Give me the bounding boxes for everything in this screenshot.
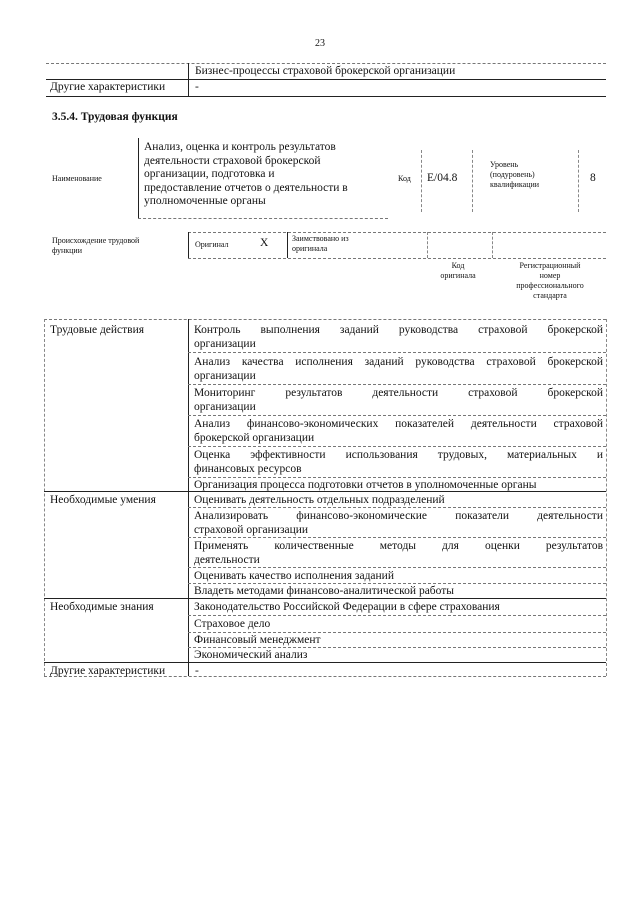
reg-number-caption-line: номер: [539, 271, 561, 280]
list-item-line: Оценивать деятельность отдельных подразделений: [194, 494, 445, 506]
code-cell-border: [421, 150, 422, 212]
list-item: [194, 417, 603, 445]
row-separator: [188, 537, 606, 538]
original-mark: X: [260, 237, 269, 249]
origin-line: [188, 232, 606, 233]
code-value: E/04.8: [427, 172, 458, 184]
origin-label-line: Происхождение трудовой: [52, 236, 140, 245]
origin-line: [188, 258, 606, 259]
main-table-divider: [188, 319, 189, 676]
name-value-line: организации, подготовка и: [144, 168, 275, 180]
code-original-caption: [428, 261, 488, 281]
list-item-line: Владеть методами финансово-аналитической работы: [194, 585, 455, 597]
list-item: [194, 633, 603, 647]
main-table-top-border: [44, 319, 606, 320]
origin-divider: [188, 232, 189, 258]
main-table-left-border: [44, 319, 45, 676]
row-separator: [188, 507, 606, 508]
list-item: [194, 617, 603, 631]
level-label-line: (подуровень): [490, 170, 535, 179]
top-table-line: [46, 79, 606, 80]
list-item-line: Мониторинг результатов деятельности страховой брокерской: [194, 387, 603, 399]
list-item-line: Оценка эффективности использования трудовых, материальных и: [194, 449, 603, 461]
list-item-line: Законодательство Российской Федерации в сфере страхования: [194, 601, 500, 613]
list-item: [194, 493, 603, 507]
list-item-line: деятельности: [194, 554, 260, 566]
row-separator: [188, 567, 606, 568]
level-label-line: квалификации: [490, 180, 540, 189]
other-value: -: [195, 665, 199, 677]
origin-divider: [492, 232, 493, 258]
top-other-label: Другие характеристики: [50, 81, 166, 93]
name-cell-border: [138, 218, 388, 219]
top-table-line: [46, 63, 606, 64]
list-item: [194, 569, 603, 583]
section-heading: 3.5.4. Трудовая функция: [52, 111, 178, 123]
row-separator: [188, 446, 606, 447]
borrowed-label-line: Заимствовано из: [292, 234, 349, 243]
list-item-line: организации: [194, 370, 256, 382]
list-item: [194, 600, 603, 614]
original-label: Оригинал: [195, 240, 229, 249]
reg-number-caption-line: профессионального: [516, 281, 584, 290]
origin-divider: [287, 232, 288, 258]
borrowed-label: [292, 234, 349, 254]
name-value-line: уполномоченные органы: [144, 195, 266, 207]
name-cell-border: [138, 138, 139, 218]
borrowed-label-line: оригинала: [292, 244, 328, 253]
name-label: Наименование: [52, 174, 102, 183]
list-item: [194, 323, 603, 351]
code-original-caption-line: оригинала: [440, 271, 476, 280]
name-value: [144, 141, 384, 209]
list-item-line: организации: [194, 338, 256, 350]
knowledge-label: Необходимые знания: [50, 601, 154, 613]
section-separator: [44, 662, 606, 663]
level-value: 8: [590, 172, 596, 184]
page-number: 23: [315, 38, 325, 49]
top-table-line: [46, 96, 606, 97]
list-item: [194, 448, 603, 476]
row-separator: [188, 415, 606, 416]
list-item-line: Применять количественные методы для оценки результатов: [194, 540, 603, 552]
list-item-line: финансовых ресурсов: [194, 463, 302, 475]
level-label: [490, 160, 539, 190]
list-item-line: Анализировать финансово-экономические показатели деятельности: [194, 510, 603, 522]
list-item: [194, 584, 603, 598]
list-item: [194, 478, 603, 492]
list-item-line: организации: [194, 401, 256, 413]
top-table-value: Бизнес-процессы страховой брокерской организации: [195, 65, 456, 77]
list-item-line: Оценивать качество исполнения заданий: [194, 570, 394, 582]
list-item-line: Контроль выполнения заданий руководства страховой брокерской: [194, 324, 603, 336]
list-item-line: Анализ финансово-экономических показателей деятельности страховой: [194, 418, 603, 430]
list-item-line: Финансовый менеджмент: [194, 634, 321, 646]
row-separator: [188, 384, 606, 385]
other-label: Другие характеристики: [50, 665, 166, 677]
list-item-line: Организация процесса подготовки отчетов в уполномоченные органы: [194, 479, 537, 491]
name-value-line: Анализ, оценка и контроль результатов: [144, 141, 336, 153]
name-value-line: деятельности страховой брокерской: [144, 154, 321, 167]
reg-number-caption: [494, 261, 606, 301]
origin-label: [52, 236, 139, 256]
list-item: [194, 539, 603, 567]
list-item: [194, 355, 603, 383]
list-item: [194, 509, 603, 537]
origin-label-line: функции: [52, 246, 82, 255]
reg-number-caption-line: Регистрационный: [519, 261, 581, 270]
origin-divider: [427, 232, 428, 258]
actions-label: Трудовые действия: [50, 324, 145, 336]
reg-number-caption-line: стандарта: [533, 291, 567, 300]
row-separator: [188, 352, 606, 353]
main-table-right-border: [606, 319, 607, 676]
list-item-line: брокерской организации: [194, 432, 315, 444]
list-item: [194, 648, 603, 662]
row-separator: [188, 615, 606, 616]
name-value-line: предоставление отчетов о деятельности в: [144, 181, 348, 194]
top-other-value: -: [195, 81, 199, 93]
list-item: [194, 386, 603, 414]
code-cell-border: [472, 150, 473, 212]
list-item-line: Анализ качества исполнения заданий руководства страховой брокерской: [194, 356, 603, 368]
code-label: Код: [398, 174, 411, 183]
level-label-line: Уровень: [490, 160, 519, 169]
code-original-caption-line: Код: [451, 261, 465, 270]
list-item-line: страховой организации: [194, 524, 309, 536]
skills-label: Необходимые умения: [50, 494, 156, 506]
section-separator: [44, 598, 606, 599]
list-item-line: Страховое дело: [194, 618, 271, 630]
level-cell-border: [578, 150, 579, 212]
list-item-line: Экономический анализ: [194, 649, 308, 661]
